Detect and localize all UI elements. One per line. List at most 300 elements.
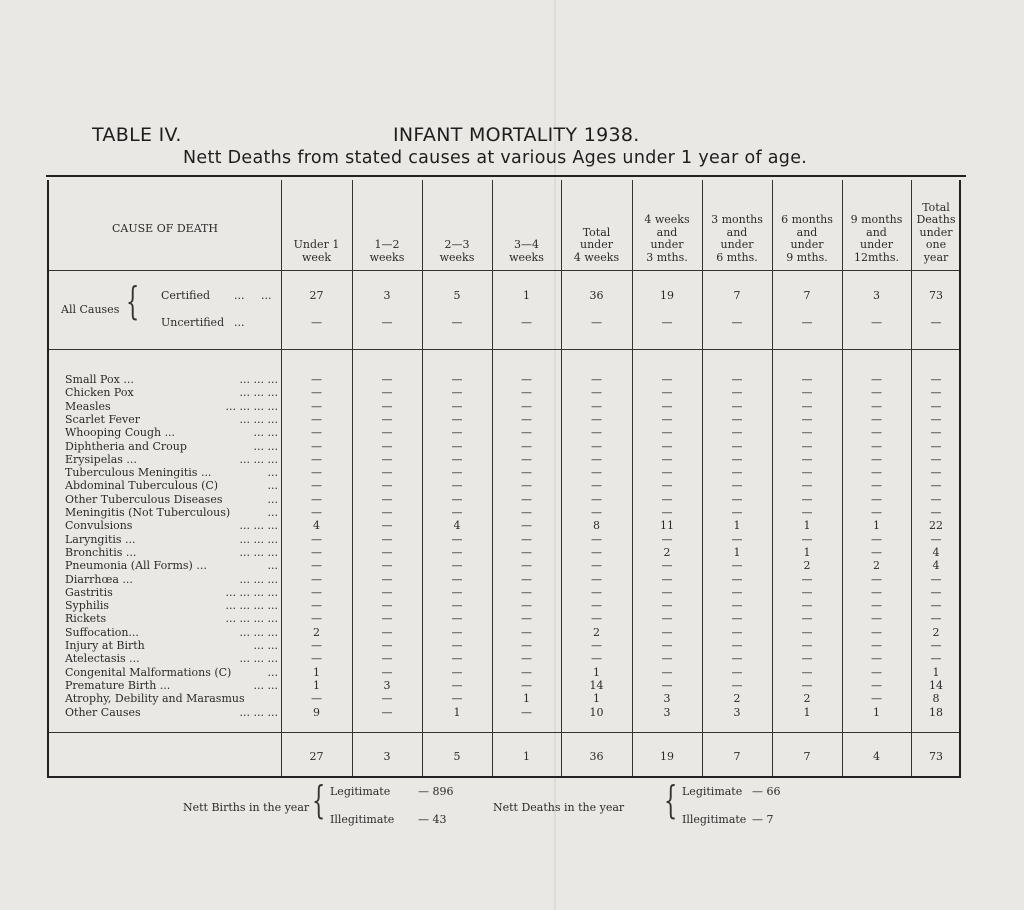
row-leader-dots: ... ... ... — [239, 625, 278, 639]
page-title: INFANT MORTALITY 1938. — [393, 124, 640, 146]
table-cell: — — [381, 625, 393, 639]
table-cell: — — [381, 492, 393, 506]
table-cell: — — [451, 399, 463, 413]
cause-label: Diphtheria and Croup — [65, 439, 187, 453]
row-leader-dots: ... ... ... — [239, 452, 278, 466]
table-cell: — — [930, 479, 942, 493]
table-cell: 19 — [660, 289, 674, 302]
table-cell: 4 — [932, 545, 940, 559]
cause-label: Whooping Cough ... — [65, 426, 176, 440]
column-header: under — [580, 238, 613, 251]
table-cell: 2 — [803, 559, 811, 573]
table-cell: — — [451, 585, 463, 599]
table-cell: — — [451, 373, 463, 386]
table-cell: — — [661, 639, 673, 652]
table-cell: 1 — [523, 692, 530, 706]
table-cell: 3 — [873, 289, 880, 302]
table-cell: — — [521, 506, 532, 519]
table-cell: — — [731, 625, 743, 639]
deaths-brace: { — [664, 778, 678, 822]
table-cell: — — [731, 439, 743, 453]
table-cell: — — [311, 479, 322, 493]
table-cell: — — [871, 599, 882, 613]
row-leader-dots: ... ... ... — [239, 652, 278, 666]
table-cell: — — [521, 545, 532, 559]
table-cell: 1 — [932, 665, 940, 679]
total-cell: 19 — [660, 750, 674, 763]
table-cell: — — [731, 479, 743, 493]
cause-label: Convulsions — [65, 519, 133, 533]
table-cell: — — [661, 479, 673, 493]
table-cell: — — [871, 532, 882, 546]
table-cell: — — [591, 386, 602, 400]
table-cell: — — [801, 678, 813, 692]
table-cell: — — [451, 426, 463, 440]
table-cell: — — [311, 545, 322, 559]
table-cell: — — [591, 466, 602, 480]
table-cell: — — [521, 612, 532, 626]
table-cell: — — [731, 452, 743, 466]
table-cell: 1 — [803, 545, 811, 559]
table-cell: — — [591, 572, 602, 586]
row-leader-dots: ... ... ... — [239, 412, 278, 426]
table-cell: — — [731, 426, 743, 440]
all-causes-divider — [49, 349, 959, 350]
table-cell: — — [311, 599, 322, 613]
total-cell: 73 — [929, 750, 943, 763]
table-cell: — — [451, 316, 463, 329]
cause-label: Bronchitis ... — [65, 545, 137, 559]
table-cell: — — [661, 492, 673, 506]
births-legitimate-label: Legitimate — [330, 785, 391, 798]
column-header: and — [656, 225, 678, 239]
table-cell: — — [591, 439, 602, 453]
column-header: 1—2 — [374, 238, 400, 251]
table-cell: — — [311, 692, 322, 706]
table-cell: — — [521, 399, 532, 413]
table-cell: — — [311, 386, 322, 400]
column-header: year — [923, 250, 949, 264]
table-cell: — — [930, 599, 942, 613]
table-cell: — — [930, 439, 942, 453]
table-cell: — — [661, 412, 673, 426]
table-cell: — — [731, 492, 743, 506]
column-header: 9 months — [850, 213, 903, 226]
table-cell: — — [930, 612, 942, 626]
table-cell: 10 — [589, 705, 604, 719]
row-leader-dots: ... ... ... ... — [225, 599, 278, 613]
table-cell: — — [521, 439, 532, 453]
table-cell: — — [311, 559, 322, 573]
table-cell: 4 — [932, 559, 940, 573]
births-illegitimate-value: — 43 — [418, 813, 447, 826]
column-header: 3 months — [711, 213, 763, 226]
cause-label: Atrophy, Debility and Marasmus — [65, 692, 245, 706]
table-cell: — — [661, 625, 673, 639]
table-cell: — — [451, 665, 463, 679]
column-header: weeks — [509, 250, 544, 264]
table-cell: — — [381, 316, 393, 329]
table-cell: 1 — [313, 678, 320, 692]
column-header: 4 weeks — [573, 250, 620, 264]
table-cell: — — [801, 612, 813, 626]
table-cell: — — [311, 412, 322, 426]
table-cell: — — [451, 652, 463, 666]
table-cell: — — [661, 572, 673, 586]
column-header: 3 mths. — [646, 250, 688, 264]
table-cell: 73 — [929, 289, 943, 302]
table-cell: — — [521, 705, 532, 719]
column-header: 4 weeks — [644, 213, 690, 226]
column-header: 6 mths. — [716, 250, 758, 264]
table-cell: — — [801, 585, 813, 599]
table-cell: — — [930, 452, 942, 466]
cause-label: Laryngitis ... — [65, 532, 136, 546]
column-header: Total — [582, 225, 611, 239]
table-cell: — — [311, 439, 322, 453]
table-cell: 3 — [733, 705, 741, 719]
deaths-legitimate-value: — 66 — [752, 785, 781, 798]
row-leader-dots: ... — [267, 479, 278, 493]
table-cell: — — [381, 386, 393, 400]
births-label: Nett Births in the year — [183, 801, 310, 814]
cause-label: Chicken Pox — [65, 386, 134, 400]
table-cell: — — [801, 399, 813, 413]
table-cell: — — [731, 532, 743, 546]
table-cell: — — [930, 639, 942, 652]
table-cell: — — [451, 612, 463, 626]
table-cell: — — [311, 452, 322, 466]
table-cell: 5 — [453, 289, 461, 302]
table-cell: — — [521, 426, 532, 440]
table-cell: — — [311, 316, 322, 329]
table-cell: — — [930, 652, 942, 666]
column-header: under — [919, 225, 953, 239]
table-cell: — — [871, 625, 882, 639]
table-cell: 7 — [803, 289, 811, 302]
cause-label: Injury at Birth — [65, 639, 145, 652]
table-cell: — — [801, 386, 813, 400]
table-cell: — — [801, 652, 813, 666]
column-header: under — [790, 238, 824, 251]
row-leader-dots: ... ... — [253, 639, 278, 652]
table-cell: — — [930, 506, 942, 519]
table-cell: — — [661, 559, 673, 573]
row-leader-dots: ... — [267, 665, 278, 679]
table-cell: — — [661, 466, 673, 480]
table-cell: 2 — [663, 545, 671, 559]
table-cell: — — [311, 399, 322, 413]
table-cell: — — [521, 373, 532, 386]
table-cell: — — [521, 599, 532, 613]
table-cell: — — [521, 532, 532, 546]
table-cell: — — [381, 439, 393, 453]
totals-divider — [49, 732, 959, 733]
column-header: Total — [922, 200, 950, 214]
table-cell: — — [871, 399, 882, 413]
table-cell: — — [311, 466, 322, 480]
table-cell: — — [731, 572, 743, 586]
column-header: and — [796, 225, 818, 239]
row-leader-dots: ... ... ... — [239, 386, 278, 400]
table-cell: — — [871, 665, 882, 679]
table-cell: — — [871, 426, 882, 440]
cause-label: Premature Birth ... — [65, 678, 171, 692]
table-cell: — — [451, 639, 463, 652]
cause-label: Gastritis — [65, 585, 113, 599]
table-cell: — — [521, 492, 532, 506]
table-cell: 8 — [932, 692, 940, 706]
all-causes-row-label: Uncertified — [161, 316, 225, 329]
table-cell: — — [381, 612, 393, 626]
table-cell: — — [661, 599, 673, 613]
table-cell: — — [731, 678, 743, 692]
table-cell: — — [661, 386, 673, 400]
column-header: and — [866, 225, 887, 239]
table-cell: — — [521, 466, 532, 480]
table-cell: — — [381, 506, 393, 519]
table-cell: 27 — [309, 289, 324, 302]
row-leader-dots: ... — [267, 466, 278, 480]
table-cell: — — [451, 559, 463, 573]
table-cell: — — [451, 386, 463, 400]
table-cell: 1 — [803, 519, 811, 533]
row-leader-dots: ... ... ... — [239, 532, 278, 546]
table-cell: — — [731, 506, 743, 519]
table-cell: — — [311, 639, 322, 652]
table-cell: — — [801, 466, 813, 480]
column-header: week — [301, 250, 332, 264]
page-subtitle: Nett Deaths from stated causes at various Ages under 1 year of age. — [183, 148, 808, 168]
table-cell: — — [381, 599, 393, 613]
all-causes-row-label: Certified — [161, 289, 211, 302]
table-cell: — — [311, 572, 322, 586]
cause-label: Other Tuberculous Diseases — [65, 492, 223, 506]
table-cell: — — [801, 439, 813, 453]
table-cell: — — [731, 612, 743, 626]
table-cell: 4 — [453, 519, 461, 533]
row-leader-dots: ... ... — [253, 678, 278, 692]
total-cell: 7 — [733, 750, 741, 763]
table-cell: — — [801, 572, 813, 586]
table-cell: — — [871, 316, 882, 329]
table-cell: — — [311, 585, 322, 599]
table-cell: — — [801, 412, 813, 426]
births-illegitimate-label: Illegitimate — [330, 813, 395, 826]
cause-label: Abdominal Tuberculous (C) — [65, 479, 219, 493]
births-brace: { — [312, 778, 326, 822]
table-cell: — — [591, 373, 602, 386]
cause-label: Diarrhœa ... — [65, 572, 133, 586]
table-cell: — — [311, 612, 322, 626]
cause-label: Suffocation... — [65, 625, 139, 639]
table-cell: — — [930, 572, 942, 586]
table-cell: — — [311, 506, 322, 519]
cause-label: Tuberculous Meningitis ... — [65, 466, 212, 480]
table-cell: — — [521, 678, 532, 692]
table-cell: — — [521, 625, 532, 639]
table-cell: — — [521, 479, 532, 493]
table-cell: 1 — [873, 705, 880, 719]
table-cell: — — [451, 492, 463, 506]
table-cell: — — [801, 506, 813, 519]
table-cell: — — [801, 452, 813, 466]
table-cell: — — [381, 452, 393, 466]
table-cell: — — [731, 585, 743, 599]
table-cell: — — [521, 665, 532, 679]
row-leader-dots: ... ... — [253, 426, 278, 440]
table-cell: — — [930, 373, 942, 386]
table-cell: — — [451, 625, 463, 639]
cause-label: Congenital Malformations (C) — [65, 665, 232, 679]
table-cell: — — [731, 652, 743, 666]
table-cell: — — [871, 612, 882, 626]
table-cell: — — [311, 426, 322, 440]
table-cell: — — [871, 678, 882, 692]
table-cell: — — [521, 519, 532, 533]
table-top-rule — [46, 175, 966, 177]
column-header: 9 mths. — [786, 250, 828, 264]
total-cell: 3 — [383, 750, 391, 763]
table-cell: 1 — [803, 705, 811, 719]
table-cell: — — [930, 492, 942, 506]
cause-label: Scarlet Fever — [65, 412, 140, 426]
table-cell: — — [661, 316, 673, 329]
table-cell: — — [731, 665, 743, 679]
table-cell: — — [451, 678, 463, 692]
table-cell: — — [661, 678, 673, 692]
table-cell: — — [521, 585, 532, 599]
table-cell: 3 — [383, 289, 391, 302]
table-cell: — — [871, 572, 882, 586]
cause-label: Pneumonia (All Forms) ... — [65, 559, 207, 573]
total-cell: 5 — [453, 750, 461, 763]
row-leader-dots: ... ... ... — [239, 705, 278, 719]
table-cell: — — [591, 412, 602, 426]
table-cell: — — [381, 665, 393, 679]
cause-label: Meningitis (Not Tuberculous) — [65, 506, 231, 519]
table-cell: — — [731, 466, 743, 480]
row-leader-dots: ... ... ... ... — [225, 612, 278, 626]
table-cell: 14 — [929, 678, 943, 692]
table-cell: — — [311, 492, 322, 506]
row-leader-dots: ... ... ... ... — [225, 585, 278, 599]
table-cell: — — [591, 545, 602, 559]
table-cell: — — [381, 479, 393, 493]
table-cell: 1 — [593, 692, 600, 706]
row-leader-dots: ... — [267, 492, 278, 506]
cause-label: Other Causes — [65, 705, 141, 719]
deaths-illegitimate-value: — 7 — [752, 813, 774, 826]
table-cell: 1 — [313, 665, 320, 679]
table-cell: — — [661, 652, 673, 666]
table-cell: — — [591, 559, 602, 573]
table-cell: — — [451, 452, 463, 466]
table-cell: 11 — [660, 519, 674, 533]
table-cell: — — [871, 492, 882, 506]
cause-label: Measles — [65, 399, 111, 413]
column-header: 6 months — [781, 213, 833, 226]
mortality-table — [47, 180, 961, 778]
column-header: 3—4 — [514, 238, 539, 251]
table-cell: — — [871, 439, 882, 453]
table-cell: — — [871, 692, 882, 706]
table-cell: 3 — [663, 692, 671, 706]
table-cell: 1 — [733, 545, 741, 559]
column-header: Deaths — [916, 213, 956, 226]
table-cell: — — [871, 373, 882, 386]
table-cell: — — [871, 506, 882, 519]
table-cell: — — [801, 532, 813, 546]
table-cell: — — [801, 373, 813, 386]
table-cell: — — [871, 466, 882, 480]
table-cell: — — [591, 452, 602, 466]
table-cell: — — [381, 532, 393, 546]
table-cell: — — [381, 412, 393, 426]
row-leader-dots: ... ... ... — [239, 519, 278, 533]
all-causes-brace: { — [126, 279, 140, 323]
table-cell: — — [451, 506, 463, 519]
table-cell: — — [591, 399, 602, 413]
table-cell: — — [591, 532, 602, 546]
table-cell: — — [661, 585, 673, 599]
row-leader-dots: ... ... ... — [239, 545, 278, 559]
header-divider — [49, 270, 959, 271]
table-cell: — — [871, 545, 882, 559]
table-cell: — — [381, 426, 393, 440]
table-cell: — — [871, 386, 882, 400]
table-cell: 2 — [733, 692, 741, 706]
table-cell: — — [381, 373, 393, 386]
all-causes-label: All Causes — [61, 303, 120, 316]
table-cell: — — [731, 599, 743, 613]
table-cell: 22 — [929, 519, 943, 533]
table-cell: 1 — [453, 705, 461, 719]
table-cell: 7 — [733, 289, 741, 302]
table-cell: 2 — [593, 625, 600, 639]
table-cell: — — [930, 426, 942, 440]
table-cell: — — [661, 439, 673, 453]
table-cell: 1 — [873, 519, 880, 533]
column-header: weeks — [369, 250, 405, 264]
table-cell: 14 — [589, 678, 604, 692]
table-cell: — — [381, 585, 393, 599]
table-cell: — — [930, 316, 942, 329]
table-cell: 2 — [932, 625, 940, 639]
cause-label: Rickets — [65, 612, 107, 626]
table-cell: — — [591, 599, 602, 613]
table-cell: — — [930, 386, 942, 400]
table-cell: — — [451, 439, 463, 453]
table-cell: — — [591, 639, 602, 652]
deaths-legitimate-label: Legitimate — [682, 785, 743, 798]
deaths-illegitimate-label: Illegitimate — [682, 813, 747, 826]
table-cell: — — [731, 639, 743, 652]
table-cell: — — [381, 639, 393, 652]
total-cell: 36 — [589, 750, 604, 763]
row-leader-dots: ... — [267, 506, 278, 519]
table-cell: — — [661, 532, 673, 546]
row-leader-dots: ... ... ... — [239, 373, 278, 386]
table-label: TABLE IV. — [92, 124, 182, 146]
cause-label: Erysipelas ... — [65, 452, 137, 466]
cause-label: Atelectasis ... — [65, 652, 140, 666]
total-cell: 7 — [803, 750, 811, 763]
cause-of-death-header: CAUSE OF DEATH — [112, 222, 218, 235]
table-cell: — — [381, 519, 393, 533]
table-cell: — — [871, 652, 882, 666]
column-header: one — [925, 238, 947, 251]
